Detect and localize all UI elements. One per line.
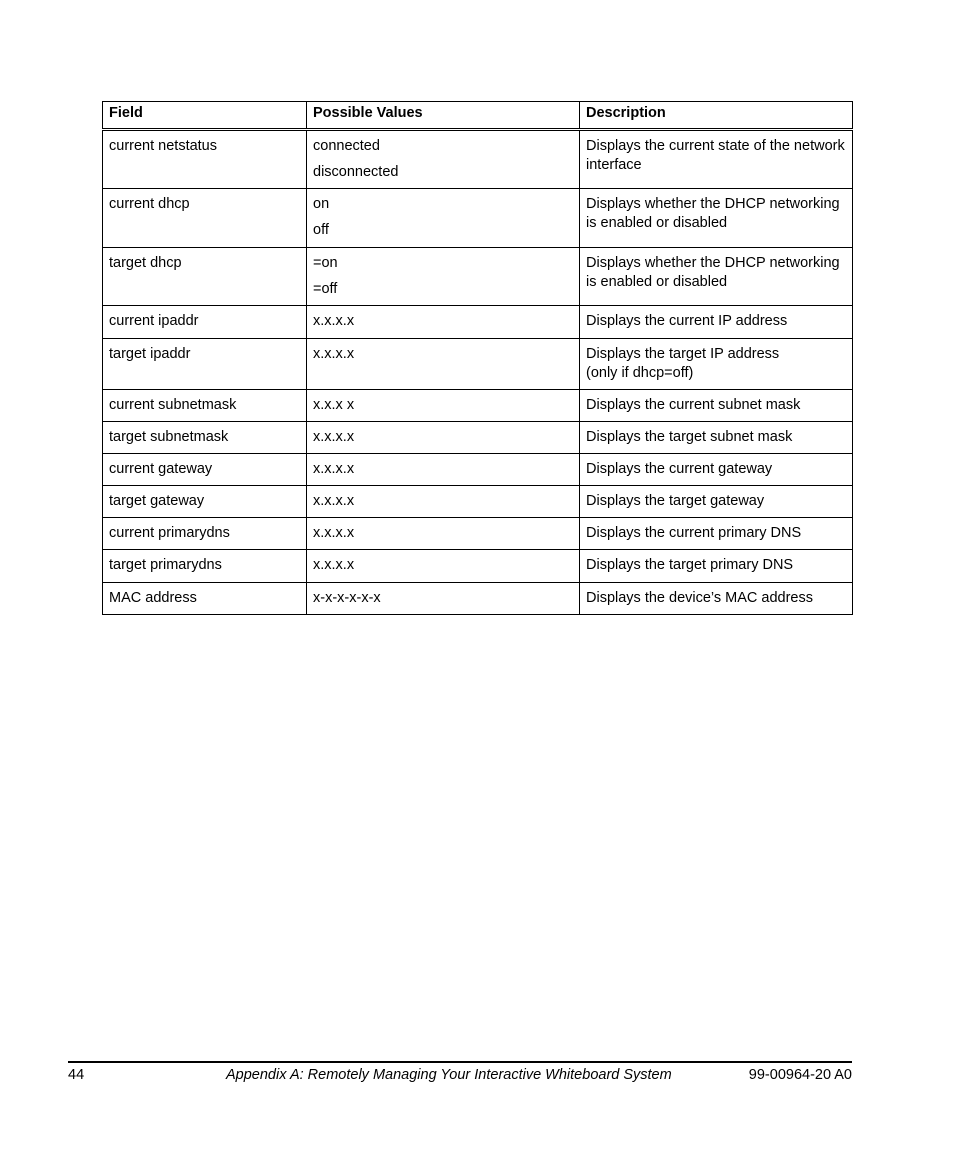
values-cell: x.x.x.x — [307, 339, 580, 390]
table-header-row — [103, 102, 853, 130]
value-text: connected — [313, 138, 380, 154]
values-cell — [307, 248, 580, 306]
field-cell: target subnetmask — [103, 422, 307, 454]
values-cell: x.x.x x — [307, 390, 580, 422]
values-cell: x.x.x.x — [307, 550, 580, 583]
field-cell: current primarydns — [103, 518, 307, 550]
value-text: off — [313, 222, 329, 238]
value-text: =on — [313, 255, 338, 271]
value-text: on — [313, 196, 330, 212]
description-cell: Displays the target subnet mask — [580, 422, 853, 454]
field-cell: MAC address — [103, 583, 307, 615]
table-row — [103, 518, 853, 550]
description-cell: Displays the current primary DNS — [580, 518, 853, 550]
settings-table — [102, 101, 853, 615]
field-cell: current ipaddr — [103, 306, 307, 339]
values-cell: x.x.x.x — [307, 486, 580, 518]
column-header-possible-values: Possible Values — [307, 102, 580, 130]
table-row — [103, 339, 853, 390]
field-cell: current subnetmask — [103, 390, 307, 422]
value-text: disconnected — [313, 164, 399, 180]
description-cell: Displays the target IP address (only if dhcp=off) — [580, 339, 853, 390]
field-cell: current netstatus — [103, 130, 307, 189]
field-cell: target ipaddr — [103, 339, 307, 390]
description-cell: Displays the current gateway — [580, 454, 853, 486]
footer-divider — [68, 1061, 852, 1063]
field-cell: target gateway — [103, 486, 307, 518]
table-row — [103, 486, 853, 518]
table-row — [103, 422, 853, 454]
values-cell — [307, 130, 580, 189]
field-cell: target primarydns — [103, 550, 307, 583]
description-cell: Displays the current subnet mask — [580, 390, 853, 422]
table-row — [103, 248, 853, 306]
description-cell: Displays the device’s MAC address — [580, 583, 853, 615]
footer-title: Appendix A: Remotely Managing Your Interactive Whiteboard System — [226, 1067, 672, 1083]
values-cell: x.x.x.x — [307, 306, 580, 339]
description-cell: Displays the current IP address — [580, 306, 853, 339]
table-row — [103, 189, 853, 248]
field-cell: current dhcp — [103, 189, 307, 248]
value-text: =off — [313, 281, 338, 297]
values-cell: x-x-x-x-x-x — [307, 583, 580, 615]
table-row — [103, 550, 853, 583]
column-header-description: Description — [580, 102, 853, 130]
values-cell — [307, 189, 580, 248]
page-number: 44 — [68, 1067, 85, 1083]
description-cell: Displays the target gateway — [580, 486, 853, 518]
field-cell: current gateway — [103, 454, 307, 486]
table-row — [103, 583, 853, 615]
table-row — [103, 454, 853, 486]
values-cell: x.x.x.x — [307, 422, 580, 454]
values-cell: x.x.x.x — [307, 454, 580, 486]
table-row — [103, 306, 853, 339]
values-cell: x.x.x.x — [307, 518, 580, 550]
document-number: 99-00964-20 A0 — [748, 1067, 852, 1083]
page-footer — [68, 1065, 852, 1085]
description-cell: Displays whether the DHCP networking is enabled or disabled — [580, 189, 853, 248]
description-cell: Displays the target primary DNS — [580, 550, 853, 583]
table-row — [103, 130, 853, 189]
column-header-field: Field — [103, 102, 307, 130]
table-row — [103, 390, 853, 422]
field-cell: target dhcp — [103, 248, 307, 306]
description-cell: Displays whether the DHCP networking is enabled or disabled — [580, 248, 853, 306]
description-cell: Displays the current state of the network interface — [580, 130, 853, 189]
